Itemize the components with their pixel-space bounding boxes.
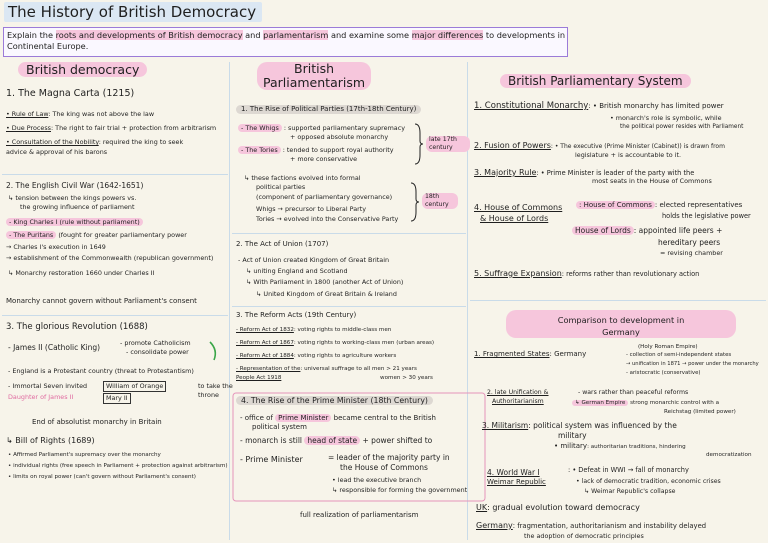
civil-war-title: 2. The English Civil War (1642-1651) <box>6 181 144 190</box>
union-line: ↳ uniting England and Scotland <box>246 267 348 275</box>
term: 3. Majority Rule <box>474 168 537 177</box>
text: : elected representatives <box>654 201 743 209</box>
compare-line: democratization <box>706 452 752 458</box>
term: - Reform Act of 1884 <box>236 353 294 359</box>
compare-line: ↳ Weimar Republic's collapse <box>584 488 676 495</box>
union-line: ↳ United Kingdom of Great Britain & Ireland <box>256 290 397 298</box>
system-line: & House of Lords <box>480 214 549 223</box>
glorious-line: - promote Catholicism <box>120 339 191 347</box>
text: : voting rights to middle-class men <box>293 327 392 333</box>
compare-line: : • Defeat in WWI → fall of monarchy <box>568 466 689 474</box>
section-divider <box>232 306 466 307</box>
section-divider <box>2 315 228 316</box>
term: Prime Minister <box>275 414 331 422</box>
system-line <box>474 140 725 151</box>
text: became central to the British <box>333 414 436 422</box>
magna-line <box>6 138 183 147</box>
intro-highlight: major differences <box>411 30 484 40</box>
term: • Due Process <box>6 124 51 132</box>
heading-british-parliamentarism <box>257 62 371 90</box>
term: head of state <box>304 436 360 445</box>
term: 4. House of Commons <box>474 203 563 212</box>
term: - King Charles I (rule without parliament) <box>6 218 143 226</box>
brace <box>410 182 420 222</box>
system-line <box>576 201 742 210</box>
magna-carta-title: 1. The Magna Carta (1215) <box>6 88 135 99</box>
text: : gradual evolution toward democracy <box>487 503 640 512</box>
compare-line: 2. late Unification & <box>487 389 549 396</box>
heading-line: British <box>294 61 335 76</box>
civil-line: ↳ tension between the kings powers vs. <box>8 194 137 202</box>
heading-line: Comparison to development in <box>557 315 685 325</box>
compare-line: - collection of semi-independent states <box>626 352 732 358</box>
glorious-conclusion: End of absolutist monarchy in Britain <box>32 418 162 426</box>
parties-line: political parties <box>256 183 306 191</box>
term: - The Whigs <box>238 124 282 132</box>
civil-line: ↳ Monarchy restoration 1660 under Charles II <box>8 269 155 277</box>
brace-label: 18th century <box>422 193 458 209</box>
reform-line <box>236 365 417 374</box>
system-line <box>572 226 722 235</box>
reform-line <box>236 352 396 361</box>
parties-line: + more conservative <box>290 155 358 163</box>
pm-line: • lead the executive branch <box>332 476 422 484</box>
term: 2. Fusion of Powers <box>474 141 551 150</box>
brace <box>414 123 424 165</box>
compare-line: - aristocratic (conservative) <box>626 370 701 376</box>
text: : supported parliamentary supremacy <box>283 124 406 132</box>
intro-part: and <box>242 30 264 40</box>
term: 3. Militarism <box>482 421 529 430</box>
section-divider <box>2 174 228 175</box>
parties-line: ↳ these factions evolved into formal <box>244 174 361 182</box>
term: • Rule of Law <box>6 110 49 118</box>
text: : voting rights to agriculture workers <box>293 353 397 359</box>
term: House of Lords <box>572 226 634 235</box>
section-divider <box>232 233 466 234</box>
text: : reforms rather than revolutionary action <box>561 270 700 278</box>
compare-line: Weimar Republic <box>487 478 546 486</box>
bill-of-rights-title: ↳ Bill of Rights (1689) <box>6 436 95 445</box>
system-line: legislature + is accountable to it. <box>575 151 682 159</box>
parties-title: 1. The Rise of Political Parties (17th-18th Century) <box>236 105 421 114</box>
pm-conclusion: full realization of parliamentarism <box>300 511 419 519</box>
civil-line <box>6 231 187 240</box>
pm-line: the House of Commons <box>340 463 428 472</box>
pm-line: = leader of the majority party in <box>328 453 450 462</box>
civil-line: → Charles I's execution in 1649 <box>6 243 106 251</box>
mary-ii: Mary II <box>103 393 131 404</box>
text: strong monarchic control with a <box>630 400 720 406</box>
text: : The right to fair trial + protection from arbitrarism <box>50 124 217 132</box>
union-line: - Act of Union created Kingdom of Great Britain <box>238 256 390 264</box>
term: : House of Commons <box>576 201 655 209</box>
section-divider <box>470 300 766 301</box>
glorious-line: - James II (Catholic King) <box>8 343 101 352</box>
term: - The Tories <box>238 146 281 154</box>
compare-germany <box>476 521 706 531</box>
pm-title: 4. The Rise of the Prime Minister (18th Century) <box>236 396 433 405</box>
pm-line: political system <box>252 423 307 431</box>
term: • Consultation of the Nobility <box>6 138 99 146</box>
compare-line <box>572 399 719 408</box>
parties-line: (component of parliamentary governance) <box>256 193 393 201</box>
pm-line: - Prime Minister <box>240 455 303 464</box>
reform-title: 3. The Reform Acts (19th Century) <box>236 311 357 319</box>
term: • military <box>554 442 588 450</box>
parties-line <box>238 146 394 155</box>
pm-outline <box>232 392 488 518</box>
heading-line: Germany <box>602 327 640 337</box>
civil-line: → establishment of the Commonwealth (republican government) <box>6 254 214 262</box>
intro-highlight: parlamentarism <box>263 30 329 40</box>
intro-highlight: roots and developments of British democracy <box>55 30 243 40</box>
text: + power shifted to <box>362 436 433 445</box>
union-title: 2. The Act of Union (1707) <box>236 240 329 248</box>
text: : • The executive (Prime Minister (Cabinet)) is drawn from <box>550 143 725 150</box>
glorious-line: Daughter of James II <box>8 393 74 401</box>
text: : tended to support royal authority <box>282 146 394 154</box>
text: : voting rights to working-class men (urban areas) <box>293 340 435 346</box>
civil-line: the growing influence of parliament <box>20 203 135 211</box>
intro-part: and examine some <box>328 30 412 40</box>
parties-line: Tories → evolved into the Conservative Party <box>256 215 399 223</box>
heading-line: Parliamentarism <box>263 75 366 90</box>
glorious-revolution-title: 3. The glorious Revolution (1688) <box>6 322 148 332</box>
text: : appointed life peers + <box>633 226 723 235</box>
compare-line: - wars rather than peaceful reforms <box>578 389 689 396</box>
text: : Germany <box>549 350 587 358</box>
bill-line: • individual rights (free speech in Parliament + protection against arbitrarism) <box>8 463 228 469</box>
heading-parliamentary-system: British Parliamentary System <box>500 74 691 88</box>
term: 5. Suffrage Expansion <box>474 269 562 278</box>
compare-line <box>554 442 686 452</box>
term: - Representation of the <box>236 366 301 372</box>
intro-part: to developments in Continental Europe. <box>7 30 566 51</box>
text: : political system was influenced by the <box>528 421 677 430</box>
term: Germany <box>476 521 513 530</box>
text: : required the king to seek <box>98 138 184 146</box>
term: UK <box>476 503 488 512</box>
system-line <box>474 268 699 279</box>
parties-line: + opposed absolute monarchy <box>290 133 389 141</box>
compare-line: • lack of democratic tradition, economic crises <box>576 478 721 485</box>
magna-line: advice & approval of his barons <box>6 148 108 156</box>
compare-line: → unification in 1871 → power under the monarchy <box>626 361 759 367</box>
reform-line <box>236 339 434 348</box>
text: : authoritarian traditions, hindering <box>587 444 686 450</box>
compare-germany: the adoption of democratic principles <box>524 532 644 540</box>
page-title: The History of British Democracy <box>8 3 257 21</box>
heading-british-democracy: British democracy <box>18 62 147 77</box>
reform-line <box>236 326 391 335</box>
compare-line: (Holy Roman Empire) <box>638 344 698 350</box>
brace-label: late 17th century <box>426 136 470 152</box>
text: - office of <box>240 414 273 422</box>
intro-part: Explain the <box>7 30 56 40</box>
glorious-line: - England is a Protestant country (threat to Protestantism) <box>8 367 194 375</box>
term: 1. Fragmented States <box>474 350 550 358</box>
intro-text <box>7 30 567 52</box>
reform-line: women > 30 years <box>380 375 433 381</box>
civil-conclusion: Monarchy cannot govern without Parliament's consent <box>6 297 197 305</box>
system-line: holds the legislative power <box>662 212 751 220</box>
term: ↳ German Empire <box>572 400 628 406</box>
compare-line: military <box>558 431 587 440</box>
system-line: • monarch's role is symbolic, while <box>610 114 722 122</box>
system-line: the political power resides with Parliament <box>620 124 744 130</box>
pm-line: ↳ responsible for forming the government <box>332 486 468 494</box>
comparison-heading <box>506 314 736 338</box>
checkmark-icon <box>208 340 228 364</box>
text: : fragmentation, authoritarianism and instability delayed <box>512 522 707 530</box>
compare-line <box>482 421 677 430</box>
system-line: hereditary peers <box>658 238 721 247</box>
parties-line: Whigs → precursor to Liberal Party <box>256 205 367 213</box>
compare-line: Authoritarianism <box>492 398 544 405</box>
william-of-orange: William of Orange <box>103 381 166 392</box>
reform-line <box>236 374 281 383</box>
term: - Reform Act of 1832 <box>236 327 294 333</box>
compare-line <box>474 350 586 359</box>
parties-line <box>238 124 405 133</box>
text: : The king was not above the law <box>48 110 155 118</box>
glorious-line: to take the throne <box>198 382 233 399</box>
union-line: ↳ With Parliament in 1800 (another Act of Union) <box>246 278 404 286</box>
term: - The Puritans <box>6 231 56 239</box>
magna-line <box>6 110 154 119</box>
system-line: most seats in the House of Commons <box>592 177 712 185</box>
glorious-line: - consolidate power <box>126 348 189 356</box>
magna-line <box>6 124 216 133</box>
civil-line <box>6 218 143 227</box>
column-divider <box>229 62 230 540</box>
text: - monarch is still <box>240 436 302 445</box>
compare-line: 4. World War I <box>487 468 540 477</box>
system-line <box>474 202 562 213</box>
term: 1. Constitutional Monarchy <box>474 101 589 111</box>
system-line: = revising chamber <box>660 249 723 257</box>
compare-uk <box>476 503 640 512</box>
text: : • Prime Minister is leader of the party with the <box>536 169 695 177</box>
glorious-line: - Immortal Seven invited <box>8 382 88 390</box>
compare-line: Reichstag (limited power) <box>664 409 736 415</box>
text: : universal suffrage to all men > 21 years <box>300 366 417 372</box>
text: : • British monarchy has limited power <box>588 102 724 110</box>
term: People Act 1918 <box>236 375 282 381</box>
bill-line: • Affirmed Parliament's supremacy over the monarchy <box>8 452 161 458</box>
text: (fought for greater parliamentary power <box>58 231 187 239</box>
system-line <box>474 101 724 112</box>
term: - Reform Act of 1867 <box>236 340 294 346</box>
bill-line: • limits on royal power (can't govern without Parliament's consent) <box>8 474 196 480</box>
